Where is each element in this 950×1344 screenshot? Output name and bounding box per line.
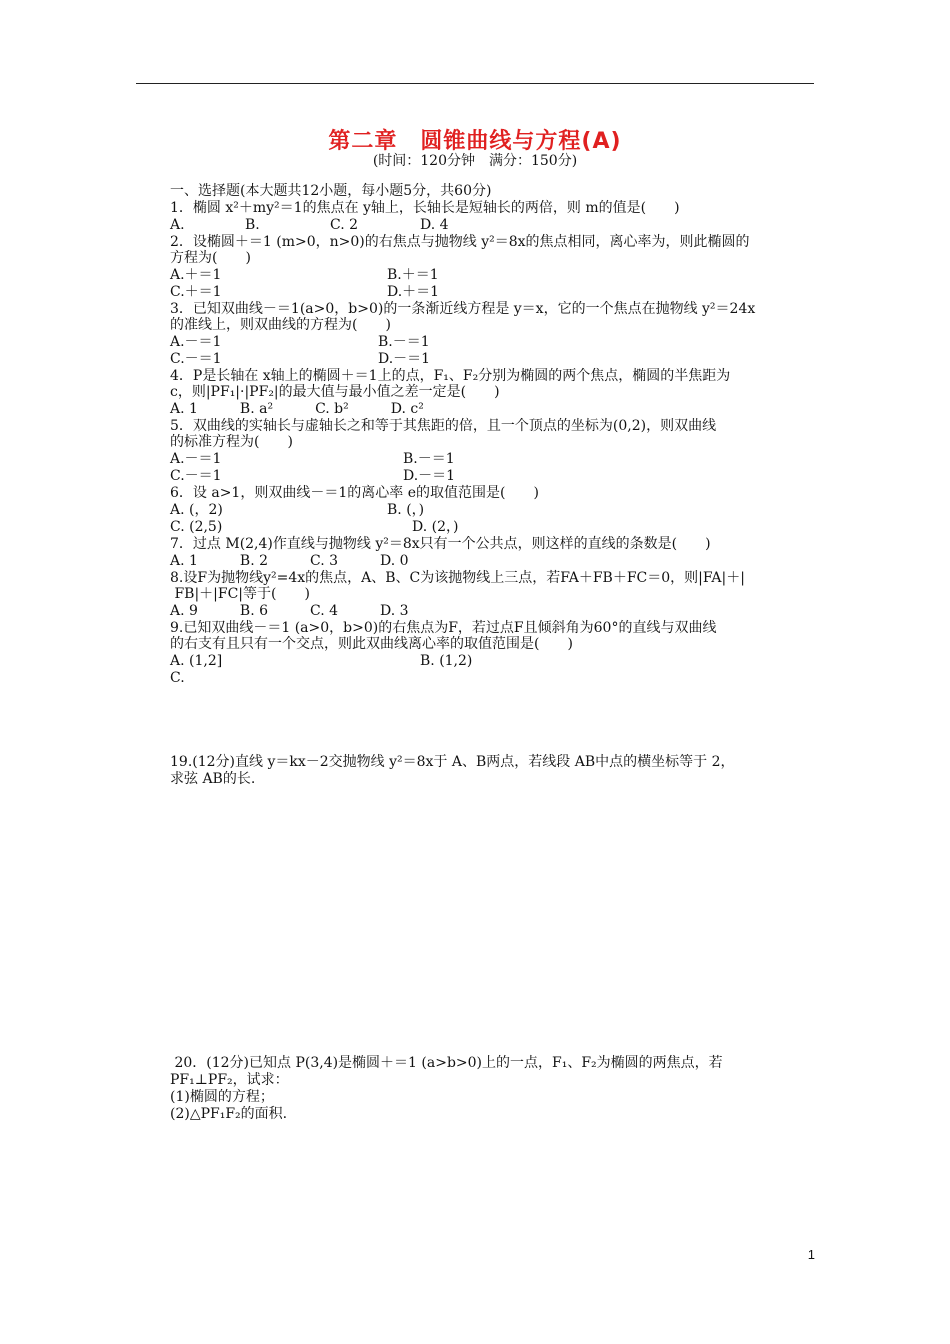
chapter-title: 第二章 圆锥曲线与方程(A) xyxy=(328,129,622,154)
q2-option-c: C.＋＝1 xyxy=(170,284,222,300)
q3-stem-line2: 的准线上，则双曲线的方程为( ) xyxy=(170,317,391,333)
q20-part1: (1)椭圆的方程； xyxy=(170,1089,274,1105)
q4-stem-line2: c，则|PF₁|·|PF₂|的最大值与最小值之差一定是( ) xyxy=(170,384,500,400)
page-number: 1 xyxy=(807,1247,815,1262)
q2-stem-line1: 2．设椭圆＋＝1 (m>0，n>0)的右焦点与抛物线 y²＝8x的焦点相同，离心率为，则此椭圆的 xyxy=(170,234,750,250)
q8-stem-line2: FB|＋|FC|等于( ) xyxy=(170,586,310,602)
header-rule xyxy=(136,83,814,84)
q19-line1: 19.(12分)直线 y＝kx－2交抛物线 y²＝8x于 A、B两点，若线段 AB中点的横坐标等于 2， xyxy=(170,754,735,770)
q3-option-d: D.－＝1 xyxy=(378,351,431,367)
q20-line1: 20．(12分)已知点 P(3,4)是椭圆＋＝1 (a>b>0)上的一点，F₁、F₂为椭圆的两焦点，若 xyxy=(170,1055,723,1071)
q6-option-b: B. (，) xyxy=(387,502,425,518)
q1-option-c: C. 2 xyxy=(330,217,359,233)
q5-stem-line1: 5．双曲线的实轴长与虚轴长之和等于其焦距的倍，且一个顶点的坐标为(0,2)，则双曲线 xyxy=(170,418,717,434)
q9-option-b: B. (1,2) xyxy=(420,653,473,669)
q6-option-c: C. (2,5) xyxy=(170,519,223,535)
q3-option-b: B.－＝1 xyxy=(378,334,430,350)
q9-option-a: A. (1,2] xyxy=(170,653,223,669)
q3-stem-line1: 3．已知双曲线－＝1(a>0，b>0)的一条渐近线方程是 y＝x，它的一个焦点在抛物线 y²＝24x xyxy=(170,301,756,317)
q1-option-a: A. xyxy=(170,217,185,233)
q9-stem-line1: 9.已知双曲线－＝1 (a>0，b>0)的右焦点为F，若过点F且倾斜角为60°的直线与双曲线 xyxy=(170,620,717,636)
q8-stem-line1: 8.设F为抛物线y²=4x的焦点，A、B、C为该抛物线上三点，若FA＋FB＋FC＝0，则|FA|＋| xyxy=(170,570,745,586)
q5-option-c: C.－＝1 xyxy=(170,468,222,484)
q6-stem: 6．设 a>1，则双曲线－＝1的离心率 e的取值范围是( ) xyxy=(170,485,539,501)
q5-stem-line2: 的标准方程为( ) xyxy=(170,434,293,450)
q5-option-d: D.－＝1 xyxy=(403,468,456,484)
section-heading: 一、选择题(本大题共12小题，每小题5分，共60分) xyxy=(170,183,492,199)
q1-option-d: D. 4 xyxy=(420,217,449,233)
q2-option-a: A.＋＝1 xyxy=(170,267,222,283)
exam-info: (时间：120分钟 满分：150分) xyxy=(372,153,578,169)
q3-option-c: C.－＝1 xyxy=(170,351,222,367)
q1-stem: 1．椭圆 x²＋my²＝1的焦点在 y轴上，长轴长是短轴长的两倍，则 m的值是( ) xyxy=(170,200,680,216)
q8-options: A. 9 B. 6 C. 4 D. 3 xyxy=(170,603,409,619)
q6-option-d: D. (2，) xyxy=(412,519,459,535)
q2-option-d: D.＋＝1 xyxy=(387,284,440,300)
q2-option-b: B.＋＝1 xyxy=(387,267,439,283)
q7-options: A. 1 B. 2 C. 3 D. 0 xyxy=(170,553,409,569)
q7-stem: 7．过点 M(2,4)作直线与抛物线 y²＝8x只有一个公共点，则这样的直线的条数是( ) xyxy=(170,536,711,552)
q3-option-a: A.－＝1 xyxy=(170,334,222,350)
q9-stem-line2: 的右支有且只有一个交点，则此双曲线离心率的取值范围是( ) xyxy=(170,636,573,652)
q2-stem-line2: 方程为( ) xyxy=(170,250,251,266)
q1-option-b: B. xyxy=(245,217,260,233)
q20-part2: (2)△PF₁F₂的面积. xyxy=(170,1106,288,1122)
q20-line2: PF₁⊥PF₂，试求： xyxy=(170,1072,289,1088)
q4-options: A. 1 B. a² C. b² D. c² xyxy=(170,401,424,417)
q4-stem-line1: 4．P是长轴在 x轴上的椭圆＋＝1上的点，F₁、F₂分别为椭圆的两个焦点，椭圆的半焦距为 xyxy=(170,368,731,384)
q19-line2: 求弦 AB的长. xyxy=(170,771,256,787)
q5-option-a: A.－＝1 xyxy=(170,451,222,467)
q9-option-c: C. xyxy=(170,670,185,686)
q6-option-a: A. (，2) xyxy=(170,502,223,518)
q5-option-b: B.－＝1 xyxy=(403,451,455,467)
